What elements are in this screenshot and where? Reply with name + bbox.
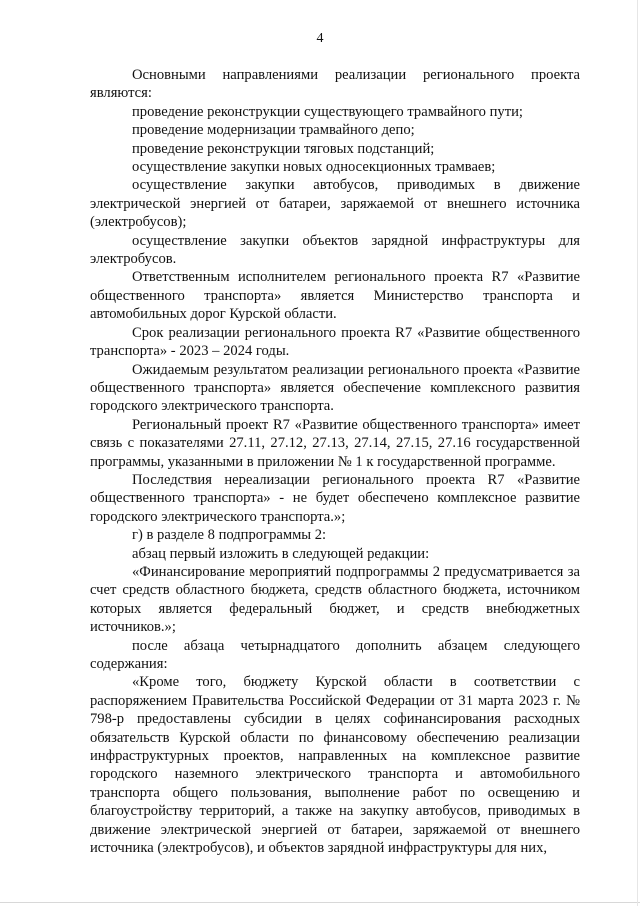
paragraph-first-edit: абзац первый изложить в следующей редакции: xyxy=(132,545,430,562)
paragraph-consequences: Последствия нереализации регионального проекта R7 «Развитие общественного транспорта» - не будет обеспечено комплексное развитие городского электрического транспорта.»; xyxy=(90,471,580,525)
paragraph-section-8: г) в разделе 8 подпрограммы 2: xyxy=(132,527,327,544)
scan-edge-line-right xyxy=(637,0,638,906)
paragraph-timeframe: Срок реализации регионального проекта R7 «Развитие общественного транспорта» - 2023 – 2024 годы. xyxy=(90,324,580,360)
list-item-substations: проведение реконструкции тяговых подстанций; xyxy=(132,140,435,157)
paragraph-subsidies: «Кроме того, бюджету Курской области в соответствии с распоряжением Правительства Российской Федерации от 31 марта 2023 г. № 798-р предоставлены субсидии в целях софинансирования расходных обязательств Курской области по финансовому обеспечению реализации инфраструктурных проектов, направленных на комплексное развитие городского наземного электрического транспорта и автомобильного транспорта общего пользования, выполнение работ по освещению и благоустройству территорий, а также на закупку автобусов, приводимых в движение электрической энергией от батареи, заряжаемой от внешнего источника (электробусов), и объектов зарядной инфраструктуры для них, xyxy=(90,674,580,857)
document-body xyxy=(90,66,580,857)
list-item-electrobuses: осуществление закупки автобусов, приводимых в движение электрической энергией от батареи, заряжаемой от внешнего источника (электробусов); xyxy=(90,177,580,231)
list-item-tram-depot: проведение модернизации трамвайного депо; xyxy=(132,122,415,139)
list-item-new-trams: осуществление закупки новых односекционных трамваев; xyxy=(132,159,496,176)
paragraph-main-directions: Основными направлениями реализации регионального проекта являются: xyxy=(90,67,580,102)
paragraph-financing: «Финансирование мероприятий подпрограммы 2 предусматривается за счет средств областного бюджета, средств областного бюджета, источником которых является федеральный бюджет, и средств внебюджетных источников.»; xyxy=(90,563,580,636)
page-number: 4 xyxy=(316,31,324,46)
paragraph-responsible-executor: Ответственным исполнителем регионального проекта R7 «Развитие общественного транспорта» является Министерство транспорта и автомобильных дорог Курской области. xyxy=(90,269,580,323)
list-item-tram-track: проведение реконструкции существующего трамвайного пути; xyxy=(132,103,523,120)
paragraph-expected-result: Ожидаемым результатом реализации регионального проекта «Развитие общественного транспорта» является обеспечение комплексного развития городского электрического транспорта. xyxy=(90,361,580,415)
paragraph-indicators-link: Региональный проект R7 «Развитие общественного транспорта» имеет связь с показателями 27.11, 27.12, 27.13, 27.14, 27.15, 27.16 государственной программы, указанными в приложении № 1 к государственной программе. xyxy=(90,416,580,470)
scan-edge-line xyxy=(0,902,640,903)
list-item-charging-infrastructure: осуществление закупки объектов зарядной инфраструктуры для электробусов. xyxy=(90,232,580,268)
paragraph-add-after-fourteenth: после абзаца четырнадцатого дополнить абзацем следующего содержания: xyxy=(90,637,580,672)
